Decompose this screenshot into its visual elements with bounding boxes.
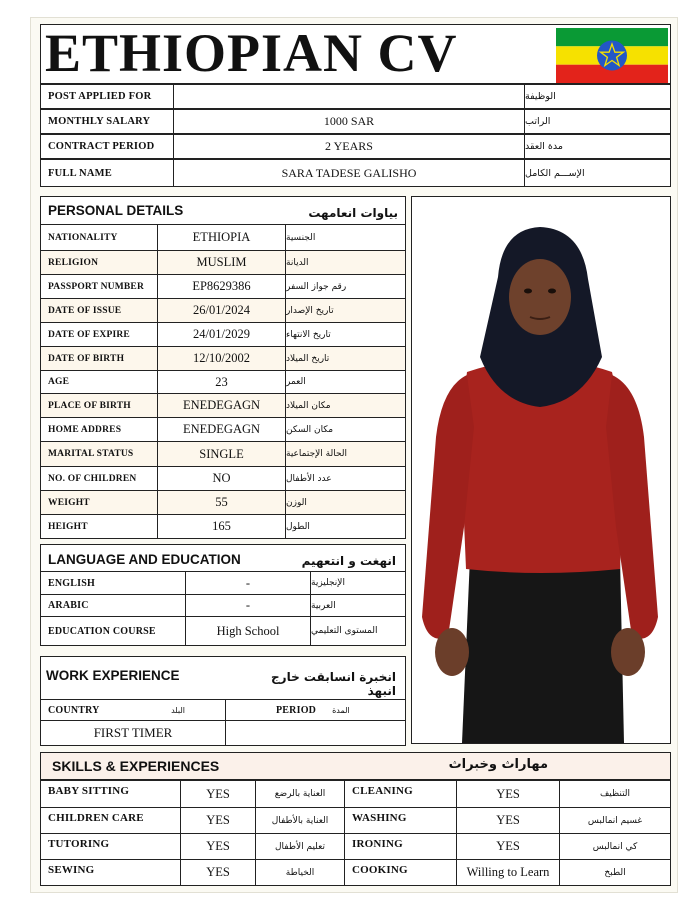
personal-row-label xyxy=(40,346,158,371)
personal-row-value-text: 165 xyxy=(212,519,231,533)
skill-left-arabic xyxy=(255,780,345,808)
skill-left-arabic-text: العناية بالأطفال xyxy=(271,815,329,826)
header-row-label-text: MONTHLY SALARY xyxy=(48,116,151,127)
personal-row-value xyxy=(157,250,286,275)
skill-left-value-text: YES xyxy=(206,839,230,853)
skill-left-arabic-text: الخياطة xyxy=(285,867,315,878)
work-period-value-cell xyxy=(225,720,406,746)
skill-right-value xyxy=(456,780,560,808)
personal-row-label-text: HEIGHT xyxy=(48,521,88,532)
language-row-arabic xyxy=(310,594,406,617)
personal-row-value xyxy=(157,298,286,323)
personal-row-arabic-text: الطول xyxy=(286,521,310,532)
personal-row-arabic-text: مكان الميلاد xyxy=(286,400,331,411)
work-period-label: PERIOD xyxy=(276,704,317,716)
personal-row-label-text: DATE OF ISSUE xyxy=(48,305,122,316)
personal-row-value xyxy=(157,466,286,491)
skill-left-label-text: BABY SITTING xyxy=(48,785,130,797)
personal-row-arabic xyxy=(285,224,406,251)
personal-row-label-text: WEIGHT xyxy=(48,497,90,508)
header-row-value xyxy=(173,109,525,134)
personal-row-value-text: 24/01/2029 xyxy=(193,327,250,341)
skills-title: SKILLS & EXPERIENCES xyxy=(52,758,220,774)
personal-row-label xyxy=(40,417,158,442)
skill-right-value xyxy=(456,859,560,886)
personal-row-arabic xyxy=(285,417,406,442)
personal-row-arabic xyxy=(285,370,406,394)
language-row-arabic-text: المستوى التعليمي xyxy=(311,626,378,636)
personal-row-label-text: HOME ADDRES xyxy=(48,424,122,435)
language-row-value-text: - xyxy=(245,598,251,612)
personal-row-arabic xyxy=(285,322,406,347)
personal-row-value-text: 23 xyxy=(215,374,228,389)
page-title: ETHIOPIAN CV xyxy=(45,23,458,83)
personal-row-value xyxy=(157,417,286,442)
ethiopia-flag-icon xyxy=(556,28,668,83)
work-experience-title: WORK EXPERIENCE xyxy=(46,668,180,683)
personal-row-arabic xyxy=(285,346,406,371)
language-row-arabic xyxy=(310,616,406,646)
header-row-arabic xyxy=(524,84,671,109)
personal-row-value xyxy=(157,370,286,394)
skill-left-arabic xyxy=(255,859,345,886)
language-row-value xyxy=(185,571,311,595)
header-row-label-text: CONTRACT PERIOD xyxy=(48,141,155,152)
language-row-arabic xyxy=(310,571,406,595)
personal-row-label-text: AGE xyxy=(48,377,70,387)
skill-left-label-text: SEWING xyxy=(48,864,95,876)
language-row-value-text: High School xyxy=(216,623,280,638)
header-row-label xyxy=(40,159,174,187)
personal-row-value-text: MUSLIM xyxy=(196,255,247,269)
language-row-label-text: EDUCATION COURSE xyxy=(48,625,156,637)
work-country-label: COUNTRY xyxy=(48,704,100,716)
personal-row-arabic xyxy=(285,250,406,275)
personal-row-label xyxy=(40,274,158,299)
personal-row-arabic-text: تاريخ الانتهاء xyxy=(286,329,331,340)
skill-right-label-text: COOKING xyxy=(352,864,408,876)
work-experience-value: FIRST TIMER xyxy=(93,725,173,740)
language-row-label-text: ENGLISH xyxy=(48,577,95,589)
personal-row-value-text: SINGLE xyxy=(199,446,244,461)
skill-right-label xyxy=(344,859,457,886)
language-row-value xyxy=(185,616,311,646)
personal-row-arabic-text: عدد الأطفال xyxy=(286,473,332,484)
header-row-label xyxy=(40,134,174,159)
skill-right-arabic xyxy=(559,859,671,886)
skill-right-arabic-text: كي انمالبس xyxy=(592,841,638,852)
personal-row-label xyxy=(40,393,158,418)
language-row-value-text: - xyxy=(245,575,251,590)
work-country-cell xyxy=(40,699,226,721)
skill-right-value-text: Willing to Learn xyxy=(466,865,550,879)
personal-row-label-text: DATE OF EXPIRE xyxy=(48,329,130,340)
skill-right-value xyxy=(456,807,560,834)
skill-right-value xyxy=(456,833,560,860)
personal-row-arabic-text: رقم جواز السفر xyxy=(286,281,347,292)
personal-details-title: PERSONAL DETAILS xyxy=(48,203,184,218)
personal-row-value xyxy=(157,490,286,515)
language-row-label xyxy=(40,616,186,646)
person-silhouette-icon xyxy=(412,197,670,743)
skill-right-arabic xyxy=(559,833,671,860)
skill-left-value xyxy=(180,807,256,834)
personal-row-value xyxy=(157,441,286,467)
header-row-value xyxy=(173,84,525,109)
skill-left-arabic xyxy=(255,807,345,834)
skill-right-value-text: YES xyxy=(496,786,520,801)
personal-row-arabic-text: الجنسية xyxy=(286,232,316,243)
work-experience-title-ar: انخبرة انسابقت خارج انبهذ xyxy=(271,670,396,698)
personal-row-label-text: RELIGION xyxy=(48,257,99,268)
header-row-label xyxy=(40,109,174,134)
skill-left-label xyxy=(40,807,181,834)
personal-row-label-text: MARITAL STATUS xyxy=(48,449,134,459)
header-row-arabic xyxy=(524,134,671,159)
skill-left-arabic xyxy=(255,833,345,860)
skill-right-label-text: CLEANING xyxy=(352,785,413,797)
language-row-arabic-text: الإنجليزية xyxy=(311,578,345,588)
skill-right-arabic-text: الطبخ xyxy=(604,867,626,878)
personal-row-arabic-text: تاريخ الميلاد xyxy=(286,353,330,364)
personal-row-arabic xyxy=(285,298,406,323)
skill-left-value-text: YES xyxy=(206,786,230,801)
personal-row-label xyxy=(40,490,158,515)
skills-title-ar: مهاراث وخبراث xyxy=(448,757,548,772)
skill-left-value-text: YES xyxy=(206,865,230,879)
skill-right-arabic-text: التنظيف xyxy=(599,789,631,799)
skill-right-label xyxy=(344,780,457,808)
skill-right-arabic xyxy=(559,807,671,834)
personal-row-value-text: 26/01/2024 xyxy=(193,303,250,317)
header-row-value-text: SARA TADESE GALISHO xyxy=(281,165,417,180)
personal-row-label xyxy=(40,514,158,539)
skill-right-label-text: WASHING xyxy=(352,812,407,824)
personal-row-value-text: NO xyxy=(212,471,231,485)
skill-right-arabic xyxy=(559,780,671,808)
work-experience-value-cell xyxy=(40,720,226,746)
personal-row-value-text: 55 xyxy=(215,495,228,509)
personal-row-arabic-text: العمر xyxy=(286,377,306,387)
skill-left-label xyxy=(40,833,181,860)
personal-row-value xyxy=(157,346,286,371)
personal-row-label xyxy=(40,466,158,491)
personal-row-label-text: PLACE OF BIRTH xyxy=(48,400,131,411)
personal-row-value-text: EP8629386 xyxy=(192,279,251,293)
personal-row-arabic-text: الوزن xyxy=(286,497,307,508)
personal-row-label xyxy=(40,441,158,467)
personal-row-arabic-text: تاريخ الإصدار xyxy=(286,305,334,316)
header-row-value-text: 1000 SAR xyxy=(323,114,375,128)
personal-row-label xyxy=(40,322,158,347)
language-row-value xyxy=(185,594,311,617)
header-row-arabic-text: مدة العقد xyxy=(525,141,563,152)
personal-row-value xyxy=(157,393,286,418)
header-row-value xyxy=(173,134,525,159)
personal-row-arabic-text: الحالة الإجتماعية xyxy=(286,449,347,459)
candidate-photo xyxy=(411,196,671,744)
header-row-value xyxy=(173,159,525,187)
personal-row-value-text: ENEDEGAGN xyxy=(182,422,261,436)
personal-row-value xyxy=(157,514,286,539)
personal-row-label xyxy=(40,298,158,323)
personal-row-value-text: ETHIOPIA xyxy=(192,230,251,244)
header-row-arabic xyxy=(524,109,671,134)
skill-left-arabic-text: العناية بالرضع xyxy=(274,789,326,799)
skill-right-label xyxy=(344,807,457,834)
personal-row-value xyxy=(157,274,286,299)
skill-right-label-text: IRONING xyxy=(352,838,403,850)
language-row-label xyxy=(40,571,186,595)
language-education-title-ar: انهغت و انتعهيم xyxy=(301,554,396,568)
personal-row-label-text: DATE OF BIRTH xyxy=(48,353,125,364)
personal-row-label xyxy=(40,370,158,394)
skill-right-label xyxy=(344,833,457,860)
skill-left-label-text: CHILDREN CARE xyxy=(48,812,144,824)
personal-row-label xyxy=(40,224,158,251)
work-period-cell xyxy=(225,699,406,721)
header-row-arabic-text: الراتب xyxy=(525,116,551,127)
header-row-arabic-text: الوظيفة xyxy=(525,91,556,102)
language-row-label xyxy=(40,594,186,617)
skill-left-value xyxy=(180,859,256,886)
personal-row-arabic-text: مكان السكن xyxy=(286,424,334,435)
personal-row-label-text: NATIONALITY xyxy=(48,232,118,243)
header-row-value-text: 2 YEARS xyxy=(325,139,373,153)
skill-left-label xyxy=(40,859,181,886)
personal-row-value xyxy=(157,322,286,347)
header-row-arabic-text: الإســـم الكامل xyxy=(525,167,585,179)
language-row-arabic-text: العربية xyxy=(311,600,336,611)
personal-row-label-text: PASSPORT NUMBER xyxy=(48,281,145,292)
header-row-label xyxy=(40,84,174,109)
personal-row-value xyxy=(157,224,286,251)
work-period-label-ar: المدة xyxy=(332,705,350,715)
work-country-label-ar: البلد xyxy=(171,705,185,715)
skill-left-label xyxy=(40,780,181,808)
skill-left-value xyxy=(180,833,256,860)
skill-left-arabic-text: تعليم الأطفال xyxy=(274,841,326,852)
personal-row-value-text: 12/10/2002 xyxy=(193,351,250,365)
personal-details-title-ar: بياوات انعامهت xyxy=(308,206,398,220)
skill-right-value-text: YES xyxy=(496,839,520,853)
skill-left-value xyxy=(180,780,256,808)
skill-right-arabic-text: غسيم انمالبس xyxy=(587,815,643,826)
personal-row-value-text: ENEDEGAGN xyxy=(182,398,261,412)
personal-row-arabic xyxy=(285,514,406,539)
personal-row-label xyxy=(40,250,158,275)
personal-row-label-text: NO. OF CHILDREN xyxy=(48,473,137,484)
personal-row-arabic xyxy=(285,274,406,299)
personal-row-arabic xyxy=(285,393,406,418)
personal-row-arabic xyxy=(285,441,406,467)
header-row-arabic xyxy=(524,159,671,187)
header-row-label-text: FULL NAME xyxy=(48,167,112,179)
language-education-title: LANGUAGE AND EDUCATION xyxy=(48,552,241,567)
skill-left-label-text: TUTORING xyxy=(48,838,110,850)
skill-right-value-text: YES xyxy=(496,813,520,827)
personal-row-arabic-text: الديانة xyxy=(286,257,309,268)
personal-row-arabic xyxy=(285,490,406,515)
language-row-label-text: ARABIC xyxy=(48,600,89,611)
header-row-label-text: POST APPLIED FOR xyxy=(48,91,152,102)
skill-left-value-text: YES xyxy=(206,813,230,827)
personal-row-arabic xyxy=(285,466,406,491)
